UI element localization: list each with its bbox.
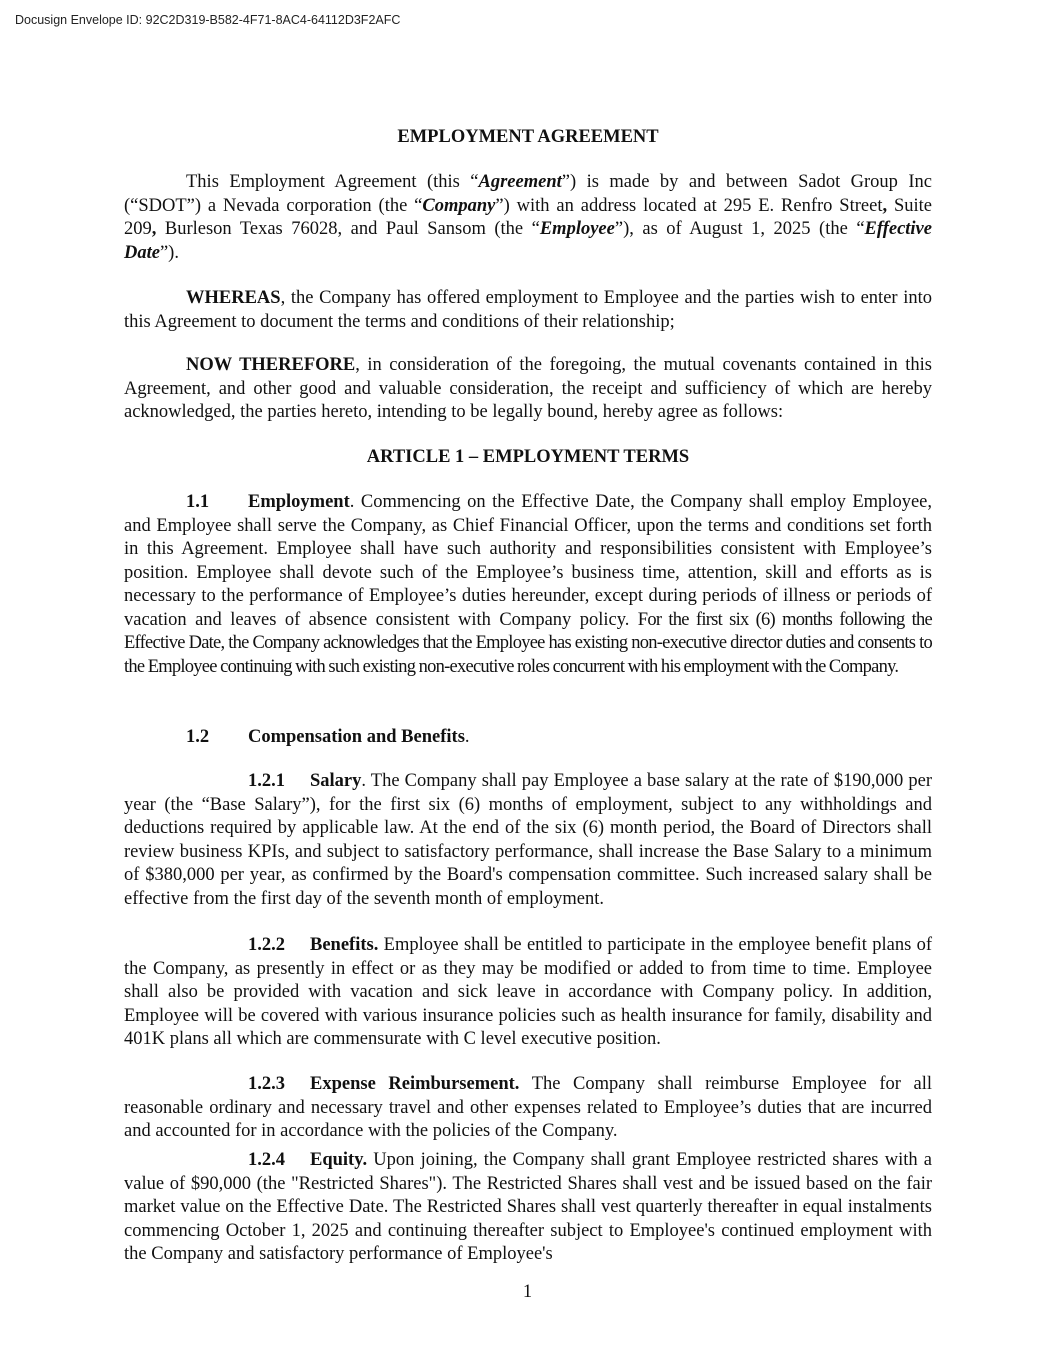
page-number: 1 [522,1282,533,1302]
section-number: 1.2.4 [248,1150,285,1170]
section-heading: Expense Reimbursement. [310,1074,520,1094]
section-1-2-3 [124,1073,932,1144]
text: , in consideration of the foregoing, the mutual covenants contained in this Agreement, and other good and valuable consideration, the receipt and sufficiency of which are hereby acknowledged, the parties hereto, intending to be legally bound, hereby agree as follows: [124,355,932,422]
heading: WHEREAS [186,288,281,308]
text: . Commencing on the Effective Date, the Company shall employ Employee, and Employee shall serve the Company, as Chief Financial Officer, upon the terms and conditions set forth in this Agreement. Employee shall have such authority and responsibilities consistent with Employee’s position. Employee shall devote such of the Employee’s business time, attention, skill and efforts as is necessary to the performance of Employee’s duties hereunder, except during periods of illness or periods of vacation and leaves of absence consistent with Company policy. [124,492,932,630]
section-1-2-1 [124,770,932,911]
whereas-paragraph [124,287,932,334]
defined-term: Company [422,195,496,216]
section-number: 1.2.2 [248,935,285,955]
section-number: 1.2.3 [248,1074,285,1094]
defined-term: Effective Date [124,219,932,263]
section-heading: Employment [248,492,350,512]
document-title [124,126,932,150]
section-1-2-4 [124,1149,932,1267]
docusign-envelope-id: Docusign Envelope ID: 92C2D319-B582-4F71-8AC4-64112D3F2AFC [15,13,401,27]
text: ”) with an address located at 295 E. Renfro Street [495,195,883,216]
text: . [464,727,470,747]
section-1-2-2 [124,934,932,1052]
text: ”), as of August 1, 2025 (the “ [614,219,865,239]
text: For the first six (6) months following the Effective Date, the Company acknowledges that the Employee has existing non-executive director duties and consents to the Employee continuing with such existing non-executive roles concurrent with his employment with the Company. [124,609,932,677]
defined-term: Employee [539,219,615,239]
article-1-heading [124,446,932,470]
now-therefore-paragraph [124,354,932,425]
text: , the Company has offered employment to Employee and the parties wish to enter into this Agreement to document the terms and conditions of their relationship; [124,288,932,332]
title-text: EMPLOYMENT AGREEMENT [397,127,659,147]
text: Burleson Texas 76028, and Paul Sansom (the “ [156,219,540,239]
section-number: 1.2.1 [248,771,285,791]
heading: NOW THEREFORE [186,355,356,375]
text: Suite 209 [124,195,933,239]
section-1-1 [124,491,932,679]
text: , [151,219,157,239]
text: . The Company shall pay Employee a base salary at the rate of $190,000 per year (the “Base Salary”), for the first six (6) months of employment, subject to any withholdings and deductions required by applicable law. At the end of the six (6) month period, the Board of Directors shall review business KPIs, and subject to satisfactory performance, shall increase the Base Salary to a minimum of $380,000 per year, as confirmed by the Board's compensation committee. Such increased salary shall be effective from the first day of the seventh month of employment. [124,771,932,909]
section-number: 1.1 [186,492,210,512]
section-heading: Equity. [310,1150,368,1170]
section-heading: Benefits. [310,935,379,955]
text: Upon joining, the Company shall grant Employee restricted shares with a value of $90,000 (the "Restricted Shares"). The Restricted Shares shall vest and be issued based on the fair market value on the Effective Date. The Restricted Shares shall vest quarterly thereafter in equal instalments commencing October 1, 2025 and continuing thereafter subject to Employee's continued employment with the Company and satisfactory performance of Employee's [124,1150,932,1264]
text: This Employment Agreement (this “ [186,172,479,192]
text: Employee shall be entitled to participate in the employee benefit plans of the Company, as presently in effect or as they may be modified or added to from time to time. Employee shall also be provided with vacation and sick leave in accordance with Company policy. In addition, Employee will be covered with various insurance policies such as health insurance for family, disability and 401K plans all which are commensurate with C level executive position. [124,935,932,1049]
text: , [882,195,888,216]
intro-paragraph [124,171,932,265]
section-heading: Compensation and Benefits [248,727,465,747]
section-1-2 [124,726,932,750]
section-number: 1.2 [186,727,210,747]
text: ”) is made by and between Sadot Group Inc (“SDOT”) a Nevada corporation (the “ [124,172,932,216]
section-heading: Salary [310,771,362,791]
text: The Company shall reimburse Employee for all reasonable ordinary and necessary travel and other expenses related to Employee’s duties that are incurred and accounted for in accordance with the policies of the Company. [124,1074,932,1141]
defined-term: Agreement [478,172,562,192]
article-title: ARTICLE 1 – EMPLOYMENT TERMS [366,447,690,467]
text: ”). [159,242,179,263]
